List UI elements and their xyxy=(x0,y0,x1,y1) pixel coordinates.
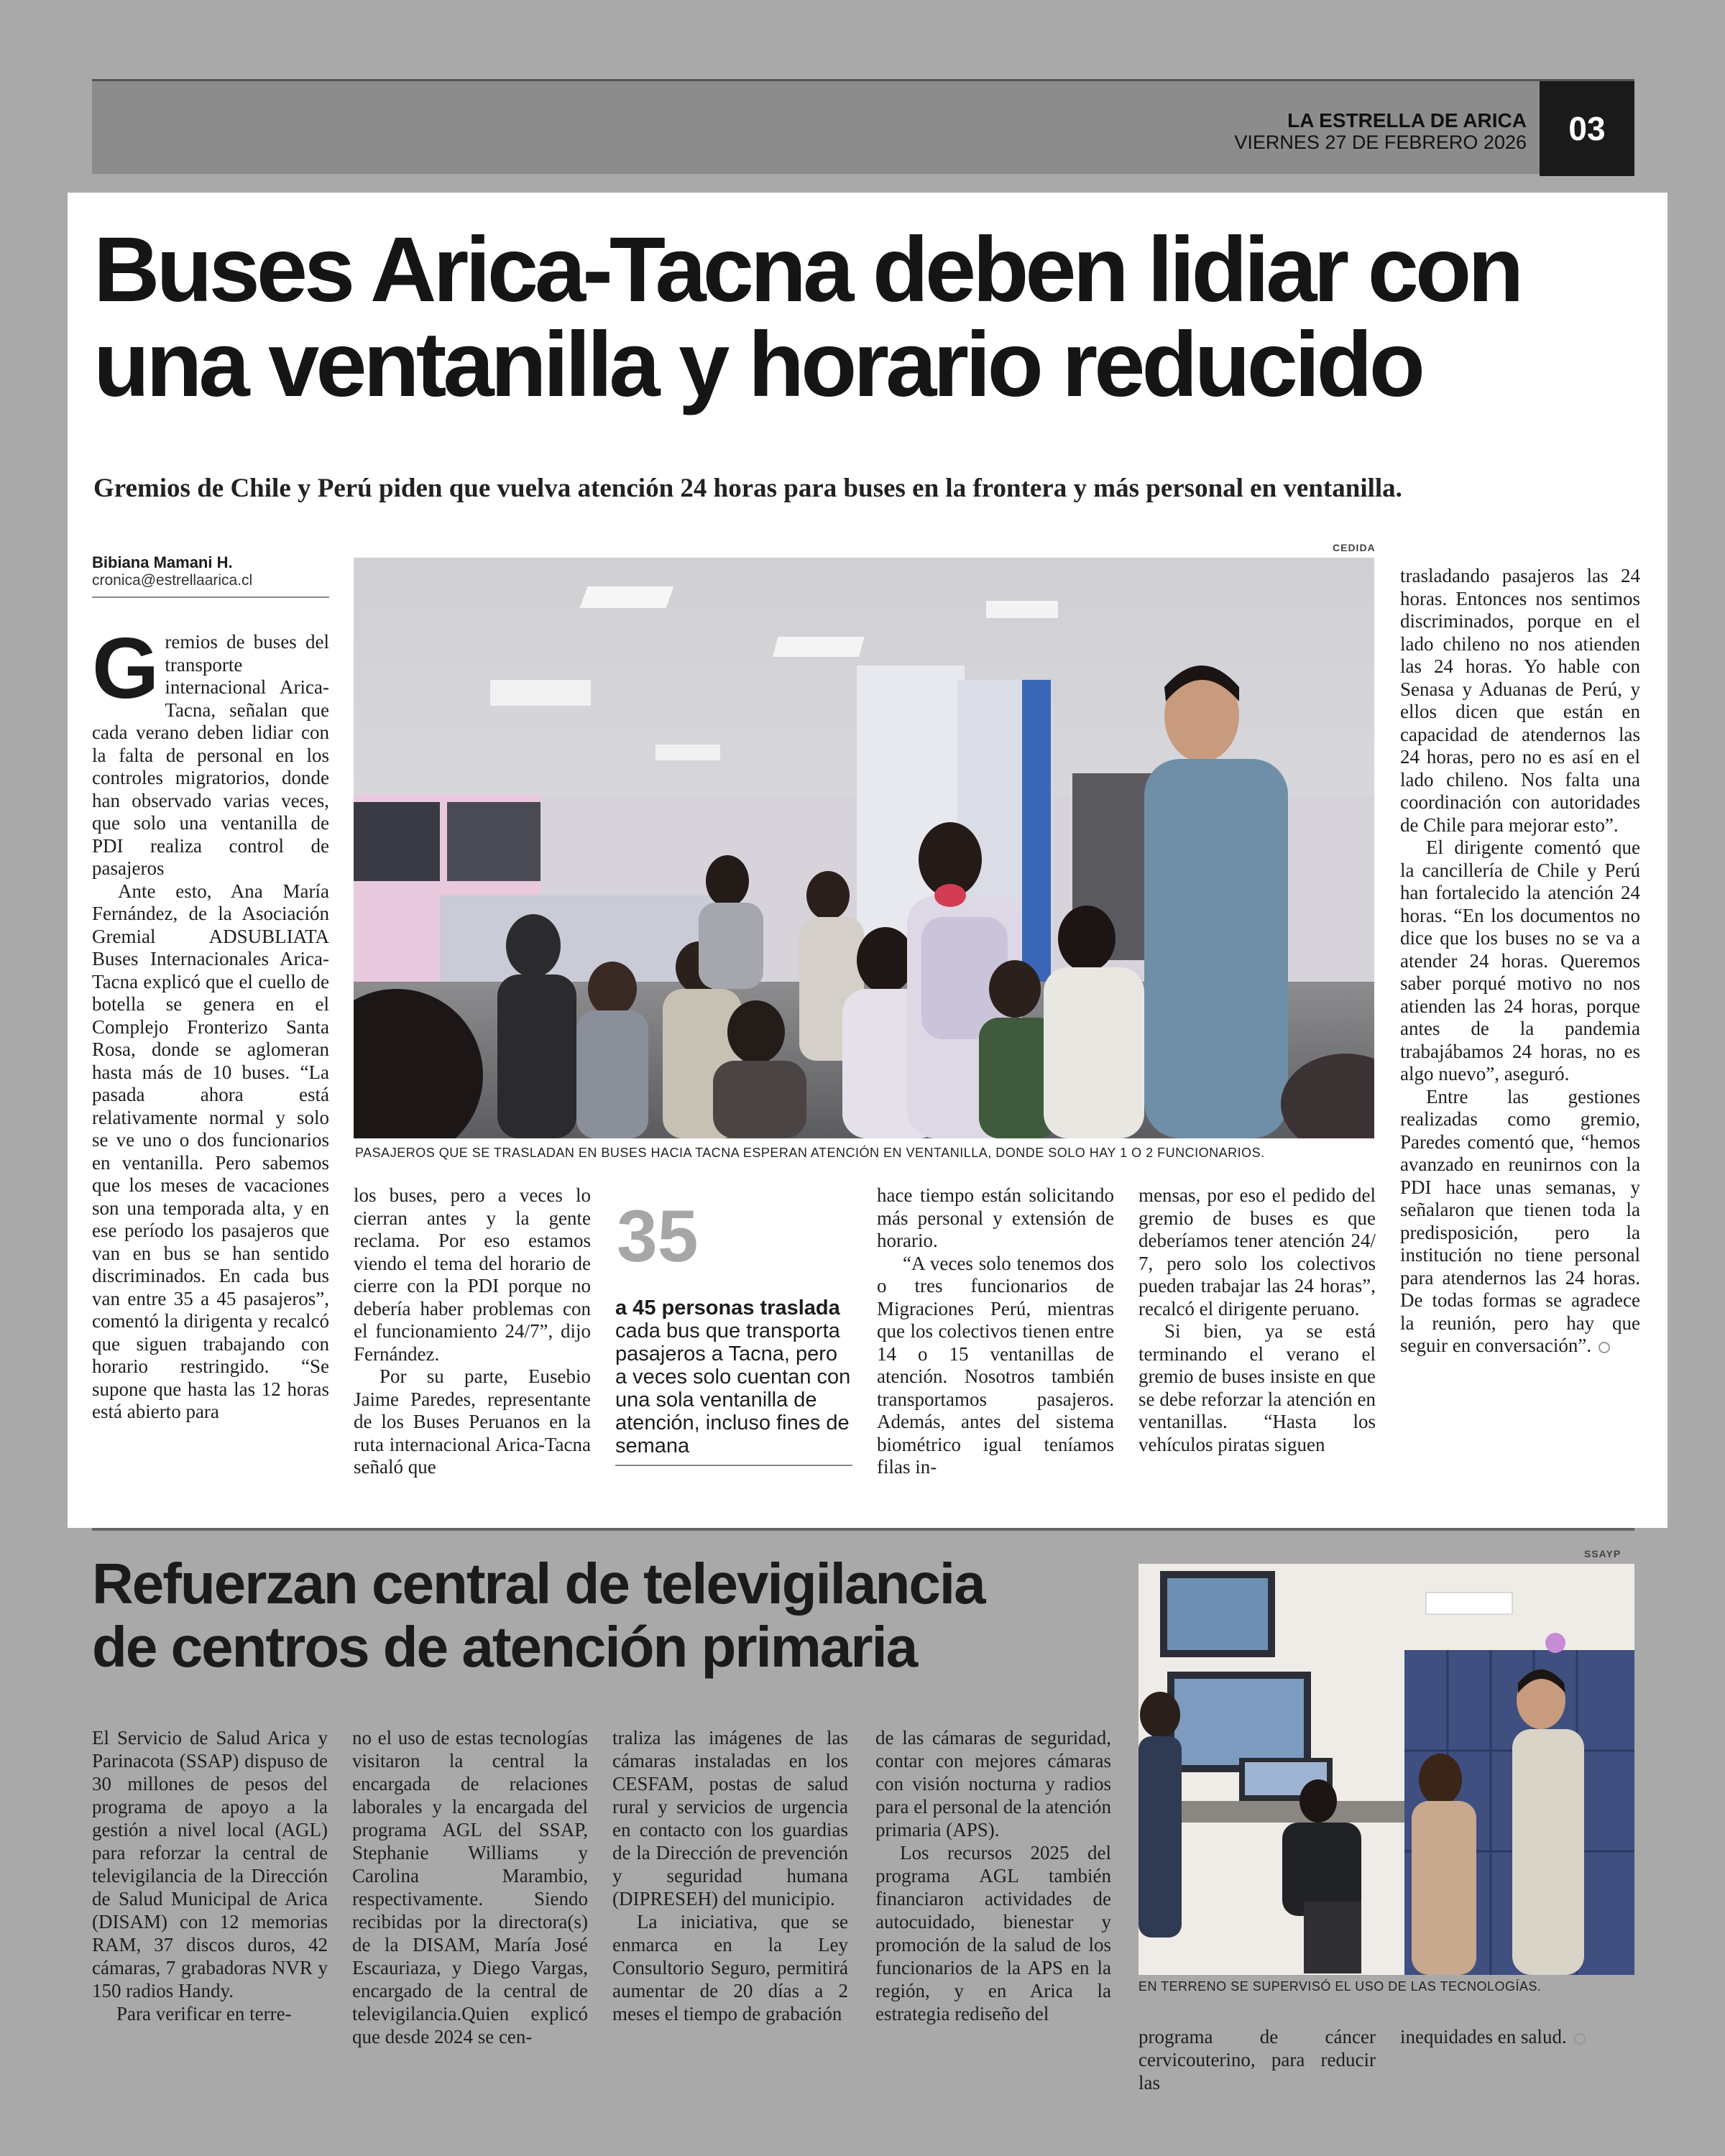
headline-line-2: una ventanilla y horario reducido xyxy=(93,313,1422,416)
photo-caption-2: EN TERRENO SE SUPERVISÓ EL USO DE LAS TECNOLOGÍAS. xyxy=(1138,1979,1542,1994)
paragraph: trasladando pasajeros las 24 horas. Entonces nos sentimos discriminados, porque en el lado chileno no nos atienden las 24 horas. Yo hable con Senasa y Aduanas de Perú, y ellos dicen que están en capacidad de atendernos las 24 horas, pero no es así en el lado chileno. Nos falta una coordinación con autoridades de Chile para mejorar esto”. xyxy=(1400,565,1640,836)
paragraph: Si bien, ya se está terminando el verano el gremio de buses insiste en que se debe reforzar la atención en ventanillas. “Hasta los vehículos piratas siguen xyxy=(1138,1320,1376,1455)
border-crowd-photo xyxy=(354,558,1374,1138)
headline xyxy=(93,218,1646,416)
paragraph: Para verificar en terre- xyxy=(116,2003,292,2024)
deck-subtitle: Gremios de Chile y Perú piden que vuelva atención 24 horas para buses en la frontera y más personal en ventanilla. xyxy=(93,474,1402,503)
article2-column-2 xyxy=(352,1726,588,2086)
article-column-5 xyxy=(1400,565,1640,1514)
article2-column-3 xyxy=(612,1726,848,2086)
paragraph: La iniciativa, que se enmarca en la Ley Consultorio Seguro, permitirá aumentar de 20 días a 2 meses el tiempo de grabación xyxy=(612,1911,848,2024)
main-article xyxy=(68,193,1668,1528)
article2-column-1 xyxy=(92,1726,328,2086)
paragraph: “A veces solo tenemos dos o tres funcionarios de Migraciones Perú, mientras que los colectivos tienen entre 14 o 15 ventanillas de atención. Nosotros también transportamos pasajeros. Además, antes del sistema biométrico igual teníamos filas in- xyxy=(877,1252,1114,1478)
headline-2-line-1: Refuerzan central de televigilancia xyxy=(92,1552,985,1616)
pull-quote-text: cada bus que transporta pasajeros a Tacna, pero a veces solo cuentan con una sola ventanilla de atención, incluso fines de semana xyxy=(615,1319,851,1457)
paragraph: traliza las imágenes de las cámaras instaladas en los CESFAM, postas de salud rural y servicios de urgencia en contacto con los guardias de la Dirección de prevención y seguridad humana (DIPRESEH) del municipio. xyxy=(612,1727,848,1909)
paragraph: no el uso de estas tecnologías visitaron la central la encargada de relaciones laborales y la encargada del programa AGL del SSAP, Stephanie Williams y Carolina Marambio, respectivamente. Siendo recibidas por la directora(s) de la DISAM, María José Escauriaza, y Diego Vargas, encargado de la central de televigilancia.Quien explicó que desde 2024 se cen- xyxy=(352,1727,588,2047)
televigilance-room-photo xyxy=(1138,1564,1634,1975)
paragraph xyxy=(1400,2025,1637,2048)
paragraph: mensas, por eso el pedido del gremio de buses es que deberíamos tener atención 24/ 7, pero solo los colectivos pueden trabajar las 24 horas”, recalcó el dirigente peruano. xyxy=(1138,1184,1376,1319)
article-column-1 xyxy=(92,620,329,1515)
article-column-2 xyxy=(354,1184,591,1508)
paragraph: Ante esto, Ana María Fernández, de la Asociación Gremial ADSUBLIATA Buses Internacionales Arica-Tacna explicó que el cuello de botella se genera en el Complejo Fronterizo Santa Rosa, donde se aglomeran hasta más de 10 buses. “La pasada ahora está relativamente normal y solo se ve uno o dos funcionarios en ventanilla. Pero sabemos que los meses de vacaciones son una temporada alta, y en ese período los pasajeros que van en bus se han sentido discriminados. En cada bus van entre 35 a 45 pasajeros”, comentó la dirigenta y recalcó que siguen trabajando con horario restringido. “Se supone que hasta las 12 horas está abierto para xyxy=(92,880,329,1422)
article-column-4 xyxy=(1138,1184,1376,1508)
masthead xyxy=(1234,110,1527,153)
paragraph: Los recursos 2025 del programa AGL también financiaron actividades de autocuidado, bienestar y promoción de la salud de los funcionarios de la APS en la región, y en Arica la estrategia rediseño del xyxy=(875,1842,1111,2024)
end-mark-icon xyxy=(1598,1342,1610,1353)
paragraph: hace tiempo están solicitando más personal y extensión de horario. xyxy=(877,1184,1114,1251)
paragraph xyxy=(1400,1086,1640,1358)
page-header xyxy=(92,79,1634,174)
paragraph: El dirigente comentó que la cancillería de Chile y Perú han fortalecido la atención 24 horas. “En los documentos no dice que los buses no se va a atender 24 horas. Queremos saber porqué motivo no nos atienden las 24 horas, porque antes de la pandemia trabajábamos 24 horas, no es algo nuevo”, aseguró. xyxy=(1400,837,1640,1084)
pull-quote-lead: a 45 personas traslada xyxy=(615,1296,840,1319)
paragraph-text: remios de buses del transporte internacional Arica-Tacna, señalan que cada verano deben lidiar con la falta de personal en los controles migratorios, donde han observado varias veces, que solo una ventanilla de PDI realiza control de pasajeros xyxy=(92,631,329,879)
headline-2 xyxy=(92,1552,1127,1679)
drop-cap: G xyxy=(92,620,160,717)
article2-column-6 xyxy=(1400,2025,1637,2068)
paragraph-text: Entre las gestiones realizadas como gremio, Paredes comentó que, “hemos avanzado en reunirnos con la PDI hace unas semanas, y señalaron que tienen toda la predisposición, pero la institución no tiene personal para atendernos las 24 horas. De todas formas se agradece la reunión, pero hay que seguir en conversación”. xyxy=(1400,1085,1640,1356)
article-column-3 xyxy=(877,1184,1114,1508)
article2-column-4 xyxy=(875,1726,1111,2086)
page-number: 03 xyxy=(1540,81,1634,176)
author-name: Bibiana Mamani H. xyxy=(92,553,233,571)
paragraph: de las cámaras de seguridad, contar con mejores cámaras con visión nocturna y radios para el personal de la atención primaria (APS). xyxy=(875,1727,1111,1841)
paragraph: Por su parte, Eusebio Jaime Paredes, representante de los Buses Peruanos en la ruta internacional Arica-Tacna señaló que xyxy=(354,1365,591,1478)
stat-number: 35 xyxy=(617,1195,699,1277)
headline-line-1: Buses Arica-Tacna deben lidiar con xyxy=(93,218,1521,321)
paragraph: los buses, pero a veces lo cierran antes y la gente reclama. Por eso estamos viendo el tema del horario de cierre con la PDI porque no debería haber problemas con el funcionamiento 24/7”, dijo Fernández. xyxy=(354,1184,591,1365)
issue-date: VIERNES 27 DE FEBRERO 2026 xyxy=(1234,132,1527,153)
newspaper-name: LA ESTRELLA DE ARICA xyxy=(1287,109,1527,132)
article2-column-5 xyxy=(1138,2025,1376,2093)
paragraph xyxy=(92,620,329,880)
photo-caption: PASAJEROS QUE SE TRASLADAN EN BUSES HACIA TACNA ESPERAN ATENCIÓN EN VENTANILLA, DONDE SOLO HAY 1 O 2 FUNCIONARIOS. xyxy=(355,1146,1265,1160)
byline xyxy=(92,553,329,598)
pull-quote xyxy=(615,1296,852,1466)
end-mark-icon xyxy=(1574,2033,1586,2045)
photo-credit-2: SSAYP xyxy=(1584,1548,1622,1560)
photo-credit: CEDIDA xyxy=(1333,542,1376,553)
paragraph: programa de cáncer cervicouterino, para reducir las xyxy=(1138,2026,1376,2093)
section-divider xyxy=(92,1528,1634,1531)
paragraph-text: inequidades en salud. xyxy=(1400,2026,1567,2047)
headline-2-line-2: de centros de atención primaria xyxy=(92,1615,917,1679)
paragraph: El Servicio de Salud Arica y Parinacota (SSAP) dispuso de 30 millones de pesos del programa de apoyo a la gestión a nivel local (AGL) para reforzar la central de televigilancia de la Dirección de Salud Municipal de Arica (DISAM) con 12 memorias RAM, 37 discos duros, 42 cámaras, 7 grabadoras NVR y 150 radios Handy. xyxy=(92,1727,328,2001)
author-email: cronica@estrellaarica.cl xyxy=(92,572,253,589)
